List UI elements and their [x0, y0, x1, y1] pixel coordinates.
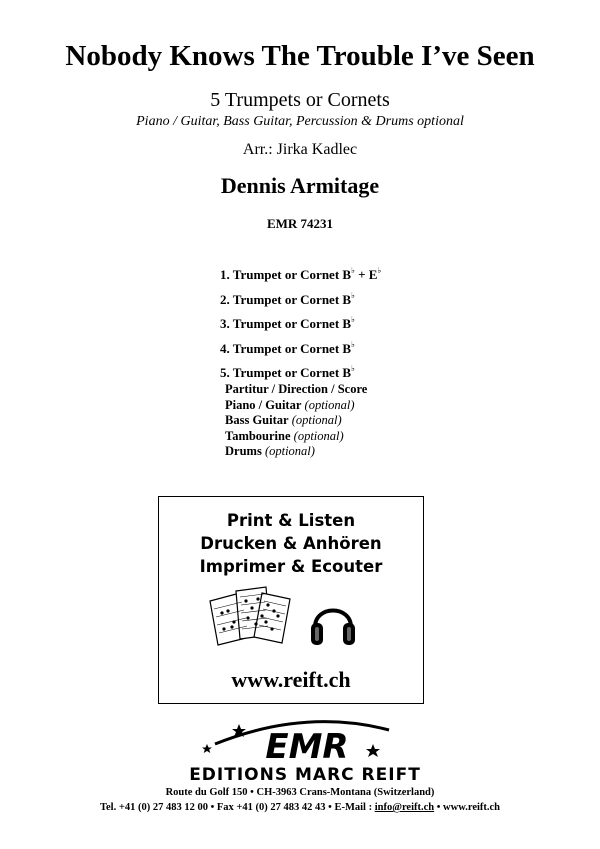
score-item: Piano / Guitar (optional) [225, 397, 355, 412]
logo-mark: EMR [265, 727, 349, 767]
part-item: 5. Trumpet or Cornet B♭ [220, 364, 355, 380]
part-item: 3. Trumpet or Cornet B♭ [220, 315, 355, 331]
optional-instruments: Piano / Guitar, Bass Guitar, Percussion & Drums optional [136, 114, 464, 129]
composer: Dennis Armitage [220, 173, 380, 198]
flat-sign: ♭ [377, 266, 382, 275]
score-item: Drums (optional) [225, 444, 315, 459]
score-item: Partitur / Direction / Score [225, 382, 368, 396]
flat-sign: ♭ [351, 266, 355, 275]
sheet-music-icon [206, 585, 296, 647]
score-item: Tambourine (optional) [225, 428, 344, 443]
page-title: Nobody Knows The Trouble I’ve Seen [65, 40, 535, 72]
score-contents-list [225, 382, 367, 460]
publisher-name: EDITIONS MARC REIFT [189, 765, 421, 784]
promo-line: Drucken & Anhören [200, 534, 382, 553]
flat-sign: ♭ [351, 364, 355, 373]
promo-line: Imprimer & Ecouter [199, 557, 383, 576]
emr-logo [155, 714, 455, 784]
part-item: 2. Trumpet or Cornet B♭ [220, 290, 355, 307]
headphones-icon [309, 593, 357, 651]
parts-list [220, 261, 381, 384]
flat-sign: ♭ [351, 339, 355, 349]
email-link[interactable]: info@reift.ch [374, 802, 435, 813]
publisher-address: Route du Golf 150 • CH-3963 Crans-Montana (Switzerland) [165, 787, 435, 798]
promo-url[interactable]: www.reift.ch [231, 667, 351, 692]
flat-sign: ♭ [351, 315, 355, 324]
arranger: Arr.: Jirka Kadlec [242, 141, 358, 158]
publisher-contact: Tel. +41 (0) 27 483 12 00 • Fax +41 (0) 27 483 42 43 • E-Mail : info@reift.ch • www.reift.ch [99, 802, 501, 813]
promo-line: Print & Listen [226, 511, 356, 530]
print-listen-box [158, 496, 424, 704]
subtitle: 5 Trumpets or Cornets [210, 89, 390, 111]
flat-sign: ♭ [351, 290, 355, 300]
part-item: 4. Trumpet or Cornet B♭ [220, 339, 355, 356]
edition-number: EMR 74231 [266, 216, 334, 231]
score-item: Bass Guitar (optional) [225, 413, 342, 428]
part-item: 1. Trumpet or Cornet B♭ + E♭ [220, 266, 382, 282]
